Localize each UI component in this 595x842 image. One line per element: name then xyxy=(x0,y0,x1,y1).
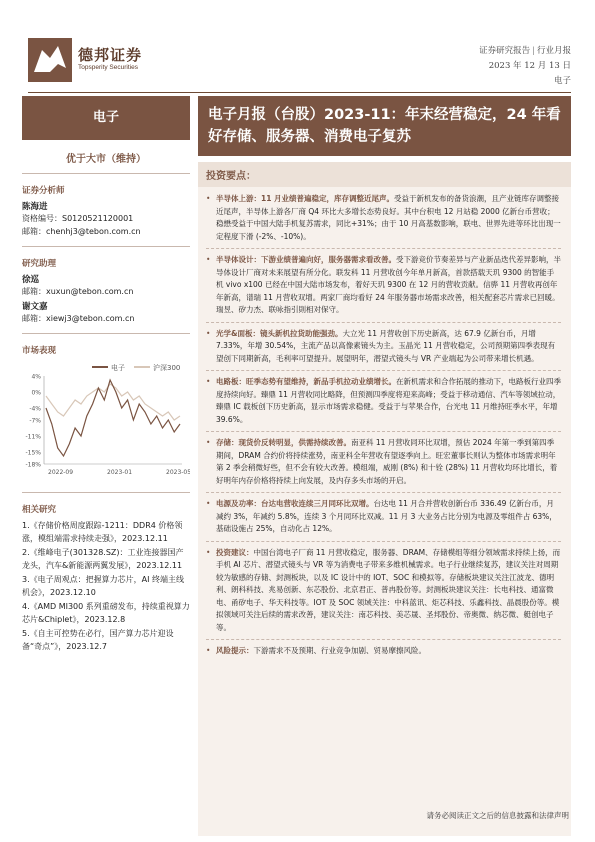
legend-label: 沪深300 xyxy=(153,364,181,372)
bullet-dot-icon: • xyxy=(206,499,211,508)
divider xyxy=(22,246,190,247)
logo-cn: 德邦证券 xyxy=(78,46,143,64)
divider xyxy=(22,333,190,334)
bullet-list xyxy=(198,187,571,663)
key-points-box xyxy=(198,162,571,836)
bullet-dot-icon: • xyxy=(206,255,211,264)
x-tick-label: 2023-01 xyxy=(107,469,133,476)
bullet-lead: 投资建议： xyxy=(216,547,254,557)
assistant-name: 徐巡 xyxy=(22,275,40,285)
analyst-name: 陈海进 xyxy=(22,202,48,212)
bullet-text: 台达电 11 月合并营收创新台币 336.49 亿新台币，月减约 3%，年减约 5.8%，连续 3 个月同环比双减。11 月 3 大业务占比分别为电源及零组件占 63%，基础设施占 25%，自动化占 12%。 xyxy=(216,499,557,533)
bullet-dot-icon: • xyxy=(206,377,211,386)
bullet-text: 受下游竞价节奏差异与产业新品迭代差异影响，半导体设计厂商对未来展望有所分化。联发科 11 月营收创今年单月新高，首款搭载天玑 9300 的智能手机 vivo x100 已经在中国大陆市场发布，着好天玑 9300 在 12 月的营收贡献。信骅 11 月营收再创年年新高，谱瑞 11 月营收双增。两家厂商均看好 24 年服务器市场需求改善，相关配套芯片需求已回暖。瑞昱、矽力杰、联咏指引則相对保守。 xyxy=(216,255,561,314)
bullet-dot-icon: • xyxy=(206,646,211,655)
bullet-lead: 半导体设计：下游业绩普遍向好，服务器需求看改善。 xyxy=(216,255,396,264)
bullet-item xyxy=(206,645,561,663)
bullet-item xyxy=(206,498,561,542)
y-tick-label: 4% xyxy=(31,373,41,381)
related-item[interactable]: 3.《电子周观点：把握算力芯片，AI 终端主线机会》，2023.12.10 xyxy=(22,575,185,597)
header-rule xyxy=(28,92,571,93)
bullet-lead: 光学&面板：镜头新机拉货助能强劲。 xyxy=(216,328,343,338)
bullet-dot-icon: • xyxy=(206,328,211,338)
y-tick-label: -4% xyxy=(29,405,41,413)
header-meta: 证券研究报告 | 行业月报 2023 年 12 月 13 日 电子 xyxy=(479,44,571,89)
y-tick-label: -11% xyxy=(25,433,41,441)
series-line-hs300 xyxy=(46,384,180,420)
report-kind: 行业月报 xyxy=(536,46,571,56)
bullet-lead: 电路板：旺季态势有望维持，新品手机拉动业绩增长。 xyxy=(216,377,396,386)
related-item[interactable]: 1.《存储价格周度跟踪-1211：DDR4 价格领涨，模组端需求持续走强》，2023.12.11 xyxy=(22,521,183,543)
bullet-text: 中国台湾电子厂商 11 月营收稳定，服务器、DRAM、存储模组等细分领域需求持续上扬，而手机 AI 芯片、潜望式镜头与 VR 等为消费电子带来多维机械需求。电子行业继续复苏，建议关注对周期较为敏感的存储、封测板块，以及 IC 设计中的 IOT、SOC 和模拟等。存储板块建议关注江波龙、德明利、朗科科技、兆易创新、东芯股份、北京君正、普冉股份等。封测板块建议关注：长电科技、通富微电、甬矽电子、华天科技等。IOT 及 SOC 领域关注：中科蓝讯、炬芯科技、乐鑫科技、晶晨股份等。模拟领域可关注后续的需求改善，建议关注：南芯科技、美芯晟、圣邦股份、帝奥微、纳芯微、艇创电子等。 xyxy=(216,547,561,632)
bullet-lead: 半导体上游：11 月业绩普遍稳定，库存调整近尾声。 xyxy=(216,194,395,203)
bullet-text: 下游需求不及预期、行业竞争加剧、贸易摩擦风险。 xyxy=(253,646,426,655)
footer-disclaimer: 请务必阅读正文之后的信息披露和法律声明 xyxy=(426,811,569,820)
related-item[interactable]: 5.《自主可控势在必行，国产算力芯片迎设备“奇点”》，2023.12.7 xyxy=(22,629,174,651)
bullet-item xyxy=(206,437,561,493)
x-tick-label: 2022-09 xyxy=(48,469,74,476)
legend-label: 电子 xyxy=(111,364,125,372)
bullet-lead: 存储：现货价反转明显，供需持续改善。 xyxy=(216,438,351,447)
y-tick-label: -15% xyxy=(25,449,41,457)
bullet-dot-icon: • xyxy=(206,438,211,447)
related-list xyxy=(22,519,190,653)
market-title: 市场表现 xyxy=(22,346,57,356)
related-item[interactable]: 4.《AMD MI300 系列重磅发布，持续重视算力芯片&Chiplet》，2023.12.8 xyxy=(22,602,190,624)
report-sector: 电子 xyxy=(553,76,571,86)
logo-en: Topsperity Securities xyxy=(78,64,138,71)
bullet-text: 南亚科 11 月营收同环比双增，预估 2024 年第一季到第四季期间，DRAM 合约价将持续涨势，南亚科全年营收有望逐季向上。旺宏董事长则认为整体市场需求明年第 2 季会稍微好些，但不会有较大改善。模组端，威刚 (8%) 和十铨 (28%) 11 月营收均环比增长，着好明年内存价格将持续上向发展，及内存多头市场的开启。 xyxy=(216,438,558,485)
assistant-name: 谢文嘉 xyxy=(22,302,48,312)
related-title: 相关研究 xyxy=(22,505,57,515)
bullet-lead: 电源及功率：台达电营收连续三月同环比双增。 xyxy=(216,499,374,508)
bullet-dot-icon: • xyxy=(206,194,211,203)
assistant-title: 研究助理 xyxy=(22,259,57,269)
assistant-email[interactable]: 邮箱：xiewj3@tebon.com.cn xyxy=(22,314,135,323)
bullet-text: 在新机需求和合作拓展的推动下，电路板行业四季度持续向好。臻鼎 11 月营收同比略降，但预测四季度将迎来高峰；受益于移动通信、汽车等领域拉动，臻鼎 IC 载板创下历史新高，显示市场需求稳健。受益于与苹果合作，台光电 11 月维持旺季水平，年增 39.6%。 xyxy=(216,377,561,424)
analyst-email[interactable]: 邮箱：chenhj3@tebon.com.cn xyxy=(22,227,141,236)
bullet-item xyxy=(206,547,561,641)
related-item[interactable]: 2.《维峰电子(301328.SZ)：工业连接器国产龙头，汽车&新能源两翼发展》，2023.12.11 xyxy=(22,548,184,570)
bullet-lead: 风险提示： xyxy=(216,646,254,655)
bullet-item xyxy=(206,328,561,372)
y-tick-label: 0% xyxy=(31,389,41,397)
rating: 优于大市（维持） xyxy=(22,150,190,174)
report-title: 电子月报（台股）2023-11：年末经营稳定，24 年看好存储、服务器、消费电子复苏 xyxy=(198,96,571,156)
y-tick-label: -18% xyxy=(25,461,41,469)
series-line-electronics xyxy=(46,380,180,456)
bullet-item xyxy=(206,376,561,432)
bullet-dot-icon: • xyxy=(206,547,211,557)
key-points-title: 投资要点： xyxy=(198,162,571,187)
analyst-title: 证券分析师 xyxy=(22,186,65,196)
y-tick-label: -7% xyxy=(29,417,41,425)
bullet-text: 受益于新机发布的备货浪潮，且产业链库存调整接近尾声，半导体上游各厂商 Q4 环比大多增长态势良好。其中台积电 12 月站稳 2000 亿新台币营收；稳懋受益于中国大陆手机复苏需求，同比+31%；由于 10 月高基数影响，联电、世界先进等环比出现一定程度下滑 (-2%、-10%)。 xyxy=(216,194,561,241)
report-date: 2023 年 12 月 13 日 xyxy=(488,61,571,71)
bullet-item xyxy=(206,254,561,323)
x-tick-label: 2023-05 xyxy=(166,469,190,476)
divider xyxy=(22,492,190,493)
right-column xyxy=(198,96,571,836)
report-type: 证券研究报告 xyxy=(479,46,531,56)
left-column xyxy=(22,96,190,654)
company-logo-icon xyxy=(28,38,72,82)
bullet-item xyxy=(206,193,561,249)
analyst-cert: 资格编号：S0120521120001 xyxy=(22,214,134,223)
assistant-email[interactable]: 邮箱：xuxun@tebon.com.cn xyxy=(22,287,134,296)
sector-box: 电子 xyxy=(22,96,190,140)
bullet-text: 大立光 11 月营收创下历史新高，达 67.9 亿新台币，月增 7.33%，年增 30.54%，主流产品以高像素镜头为主。玉晶光 11 月营收稳定，公司预期第四季表现有望创下同期新高，毛利率可望提升。展望明年，潜望式镜头与 VR 产业端起为公司带来增长机遇。 xyxy=(216,328,556,363)
market-chart xyxy=(22,360,190,480)
